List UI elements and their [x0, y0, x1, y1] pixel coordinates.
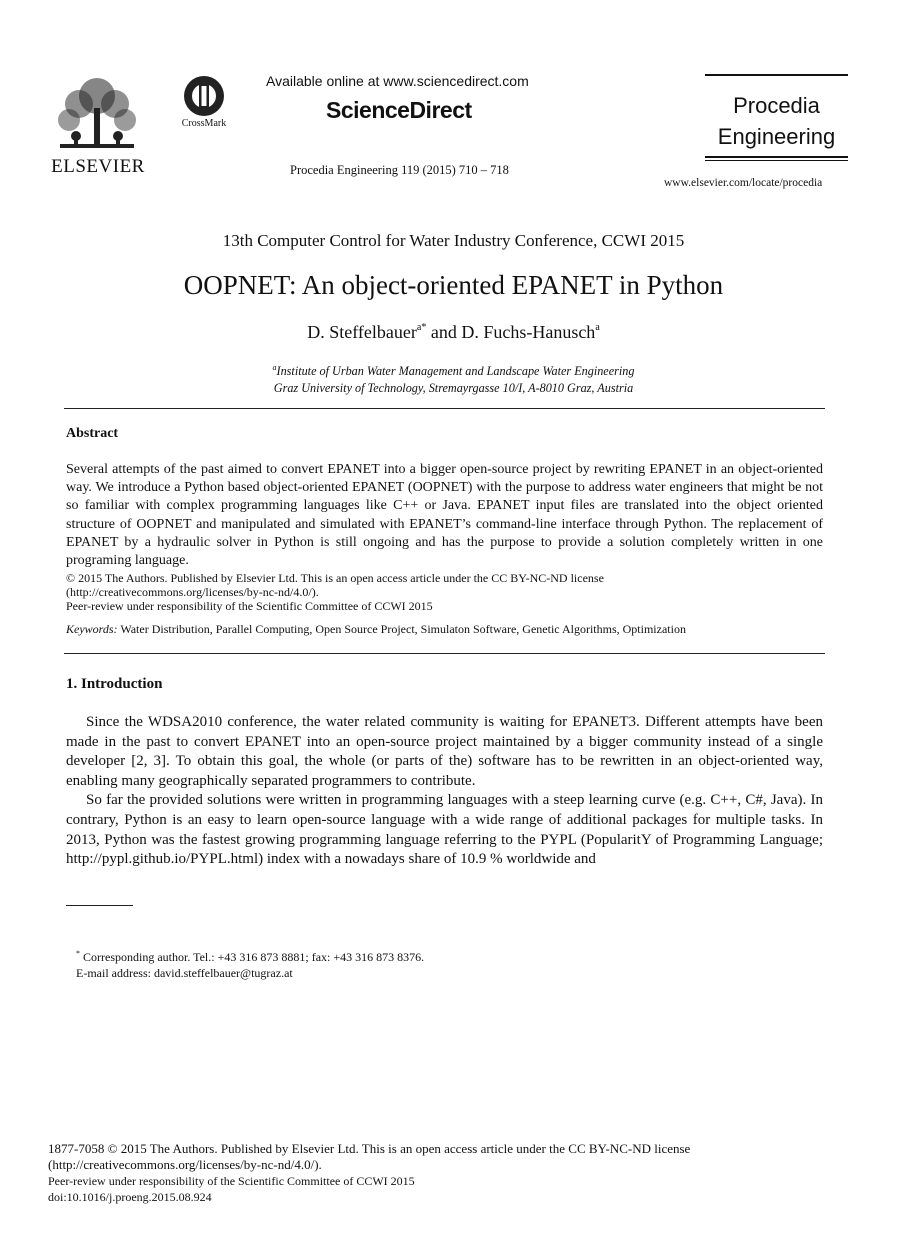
- author-1: D. Steffelbauer: [307, 322, 417, 342]
- section-heading: 1. Introduction: [66, 676, 163, 692]
- author-1-affil[interactable]: a*: [416, 322, 427, 333]
- footnote-divider: [66, 905, 133, 906]
- affil-line2: Graz University of Technology, Stremayrgasse 10/I, A-8010 Graz, Austria: [273, 381, 634, 396]
- journal-reference: Procedia Engineering 119 (2015) 710 – 718: [290, 163, 509, 177]
- keywords-list: Water Distribution, Parallel Computing, Open Source Project, Simulaton Software, Genetic Algorithms, Optimization: [117, 622, 686, 636]
- crossmark-badge[interactable]: [176, 74, 232, 134]
- keywords-label: Keywords:: [66, 622, 118, 636]
- copyright-line: © 2015 The Authors. Published by Elsevier Ltd. This is an open access article under the CC BY-NC-ND license: [66, 571, 604, 585]
- available-online: Available online at www.sciencedirect.com: [266, 73, 529, 89]
- abstract-text: Several attempts of the past aimed to convert EPANET into a bigger open-source project by rewriting EPANET in an object-oriented way. We introduce a Python based object-oriented EPANET (OOPNET) with the purpose to address water engineers that might be not so familiar with complex programming languages like C++ or Java. EPANET input files are translated into the object oriented structure of OOPNET and manipulated and simulated with EPANET’s command-line interface through Python. The replacement of EPANET by a hydraulic solver in Python is still ongoing and has the purpose to provide a solution completely written in one programing language.: [66, 462, 823, 569]
- author-2-affil[interactable]: a: [595, 322, 600, 333]
- footer-license-link[interactable]: (http://creativecommons.org/licenses/by-nc-nd/4.0/).: [48, 1157, 322, 1172]
- journal-name-line1: Procedia: [733, 93, 820, 118]
- elsevier-logo: [48, 74, 148, 178]
- license-link[interactable]: (http://creativecommons.org/licenses/by-nc-nd/4.0/).: [66, 585, 319, 599]
- journal-logo: [705, 74, 848, 161]
- sciencedirect-logo[interactable]: ScienceDirect: [326, 97, 472, 123]
- paper-title: OOPNET: An object-oriented EPANET in Python: [183, 270, 724, 300]
- license-block: [66, 571, 604, 613]
- publisher-name: ELSEVIER: [51, 156, 145, 177]
- journal-name: [705, 76, 848, 156]
- divider: [64, 408, 825, 409]
- divider: [64, 653, 825, 654]
- authors: [0, 322, 907, 343]
- footnote-line2[interactable]: E-mail address: david.steffelbauer@tugraz.at: [76, 966, 293, 980]
- affil-marker: a: [272, 363, 277, 372]
- journal-name-line2: Engineering: [717, 124, 836, 149]
- footnote-line1: Corresponding author. Tel.: +43 316 873 8881; fax: +43 316 873 8376.: [80, 950, 425, 964]
- journal-url[interactable]: www.elsevier.com/locate/procedia: [664, 177, 823, 189]
- crossmark-label: CrossMark: [181, 118, 227, 129]
- intro-paragraph-1: Since the WDSA2010 conference, the water related community is waiting for EPANET3. Different attempts have been made in the past to convert EPANET into an open-source project maintained by a bigger community instead of a single developer [2, 3]. To obtain this goal, the whole (or parts of the) software has to be rewritten in an object-oriented way, enabling many geographically separated programmers to contribute.: [66, 714, 823, 789]
- abstract-heading: Abstract: [66, 426, 119, 441]
- footnote-marker: *: [76, 949, 80, 958]
- affiliation: [0, 359, 907, 397]
- keywords: [66, 622, 686, 637]
- author-separator: and: [426, 322, 462, 342]
- intro-paragraph-2: So far the provided solutions were written in programming languages with a steep learning curve (e.g. C++, C#, Java). In contrary, Python is an easy to learn open-source language with a wide range of additional packages for multiple tasks. In 2013, Python was the fastest growing programming language referring to the PYPL (PopularitY of Programming Language; http://pypl.github.io/PYPL.html) index with a nowadays share of 10.9 % worldwide and: [66, 792, 823, 868]
- footer-line1: 1877-7058 © 2015 The Authors. Published by Elsevier Ltd. This is an open access article under the CC BY-NC-ND license: [48, 1141, 691, 1156]
- crossmark-icon: [182, 74, 226, 118]
- affil-line1: Institute of Urban Water Management and Landscape Water Engineering: [276, 364, 635, 379]
- footnote: [76, 946, 424, 981]
- elsevier-tree-icon: [54, 74, 140, 152]
- divider: [705, 160, 848, 161]
- footer-line3: Peer-review under responsibility of the Scientific Committee of CCWI 2015: [48, 1174, 415, 1188]
- divider: [705, 156, 848, 158]
- peer-review-line: Peer-review under responsibility of the Scientific Committee of CCWI 2015: [66, 599, 433, 613]
- conference-name: 13th Computer Control for Water Industry Conference, CCWI 2015: [222, 231, 685, 250]
- author-2: D. Fuchs-Hanusch: [461, 322, 596, 342]
- intro-body: [66, 713, 823, 870]
- page-footer: [48, 1141, 690, 1205]
- doi[interactable]: doi:10.1016/j.proeng.2015.08.924: [48, 1190, 212, 1204]
